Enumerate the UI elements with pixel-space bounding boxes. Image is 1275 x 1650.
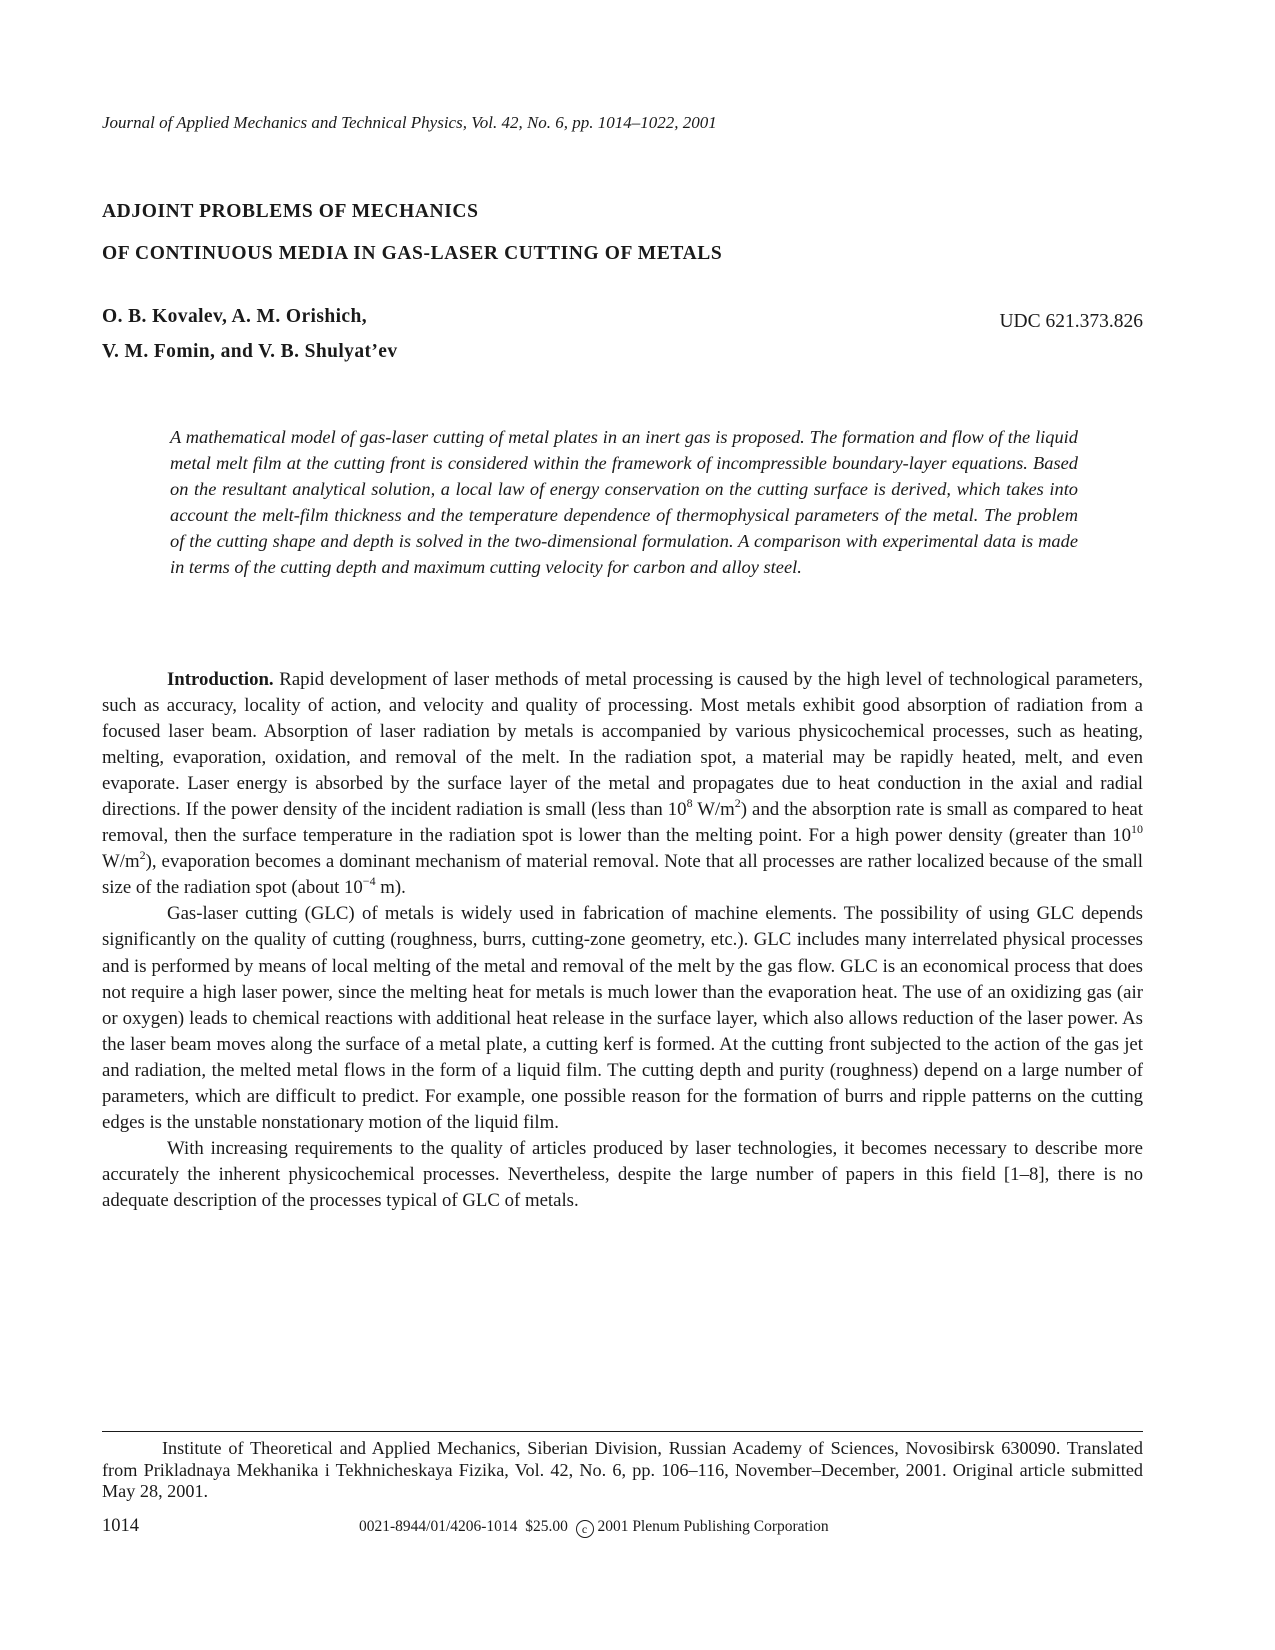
- affiliation-footnote: Institute of Theoretical and Applied Mechanics, Siberian Division, Russian Academy of Sciences, Novosibirsk 630090. Translated from Prikladnaya Mekhanika i Tekhnicheskaya Fizika, Vol. 42, No. 6, pp. 106–116, November–December, 2001. Original article submitted May 28, 2001.: [102, 1438, 1143, 1501]
- authors-line-2: V. M. Fomin, and V. B. Shulyat’ev: [102, 341, 398, 362]
- paragraph-text: m).: [375, 877, 406, 899]
- udc-code: UDC 621.373.826: [999, 311, 1143, 332]
- paragraph-text: W/m: [692, 799, 735, 821]
- paragraph-text: ), evaporation becomes a dominant mechanism of material removal. Note that all processes are rather localized because of the small size of the radiation spot (about 10: [102, 851, 1143, 899]
- paragraph-glc: Gas-laser cutting (GLC) of metals is widely used in fabrication of machine elements. The possibility of using GLC depends significantly on the quality of cutting (roughness, burrs, cutting-zone geometry, etc.). GLC includes many interrelated physical processes and is performed by means of local melting of the metal and removal of the melt by the gas flow. GLC is an economical process that does not require a high laser power, since the melting heat for metals is much lower than the evaporation heat. The use of an oxidizing gas (air or oxygen) leads to chemical reactions with additional heat release in the surface layer, which also allows reduction of the laser power. As the laser beam moves along the surface of a metal plate, a cutting kerf is formed. At the cutting front subjected to the action of the gas jet and radiation, the melted metal flows in the form of a liquid film. The cutting depth and purity (roughness) depend on a large number of parameters, which are difficult to predict. For example, one possible reason for the formation of burrs and ripple patterns on the cutting edges is the unstable nonstationary motion of the liquid film.: [102, 903, 1143, 1133]
- article-title-line-2: OF CONTINUOUS MEDIA IN GAS-LASER CUTTING OF METALS: [102, 243, 723, 264]
- exponent: 8: [686, 795, 693, 810]
- paragraph-introduction: [102, 667, 1143, 901]
- publisher: 2001 Plenum Publishing Corporation: [597, 1518, 829, 1535]
- journal-citation: Journal of Applied Mechanics and Technical Physics, Vol. 42, No. 6, pp. 1014–1022, 2001: [102, 113, 717, 132]
- paragraph-requirements: With increasing requirements to the quality of articles produced by laser technologies, it becomes necessary to describe more accurately the inherent physicochemical processes. Nevertheless, despite the large number of papers in this field [1–8], there is no adequate description of the processes typical of GLC of metals.: [102, 1137, 1143, 1211]
- article-title-line-1: ADJOINT PROBLEMS OF MECHANICS: [102, 201, 479, 222]
- exponent: 2: [139, 848, 146, 863]
- copyright-icon: c: [576, 1520, 594, 1538]
- exponent: 2: [734, 795, 741, 810]
- abstract: A mathematical model of gas-laser cutting of metal plates in an inert gas is proposed. The formation and flow of the liquid metal melt film at the cutting front is considered within the framework of incompressible boundary-layer equations. Based on the resultant analytical solution, a local law of energy conservation on the cutting surface is derived, which takes into account the melt-film thickness and the temperature dependence of thermophysical parameters of the metal. The problem of the cutting shape and depth is solved in the two-dimensional formulation. A comparison with experimental data is made in terms of the cutting depth and maximum cutting velocity for carbon and alloy steel.: [170, 427, 1078, 577]
- page-number: 1014: [102, 1516, 139, 1536]
- section-heading-introduction: Introduction.: [167, 669, 274, 690]
- price: $25.00: [525, 1518, 568, 1535]
- exponent: 10: [1131, 822, 1143, 837]
- authors-line-1: O. B. Kovalev, A. M. Orishich,: [102, 306, 367, 327]
- exponent: −4: [362, 874, 376, 889]
- paragraph-text: W/m: [102, 851, 140, 873]
- article-code: 0021-8944/01/4206-1014: [359, 1518, 518, 1535]
- footnote-divider: [102, 1431, 1143, 1432]
- paragraph-text: Rapid development of laser methods of metal processing is caused by the high level of technological parameters, such as accuracy, locality of action, and velocity and quality of processing. Most metals exhibit good absorption of radiation from a focused laser beam. Absorption of laser radiation by metals is accompanied by various physicochemical processes, such as heating, melting, evaporation, oxidation, and removal of the melt. In the radiation spot, a material may be rapidly heated, melt, and even evaporate. Laser energy is absorbed by the surface layer of the metal and propagates due to heat conduction in the axial and radial directions. If the power density of the incident radiation is small (less than 10: [102, 669, 1143, 821]
- copyright-line: [359, 1518, 829, 1538]
- article-body: [102, 667, 1143, 1214]
- paragraph-text: ) and the absorption rate is small as compared to heat removal, then the surface temperature in the radiation spot is lower than the melting point. For a high power density (greater than 10: [102, 799, 1143, 847]
